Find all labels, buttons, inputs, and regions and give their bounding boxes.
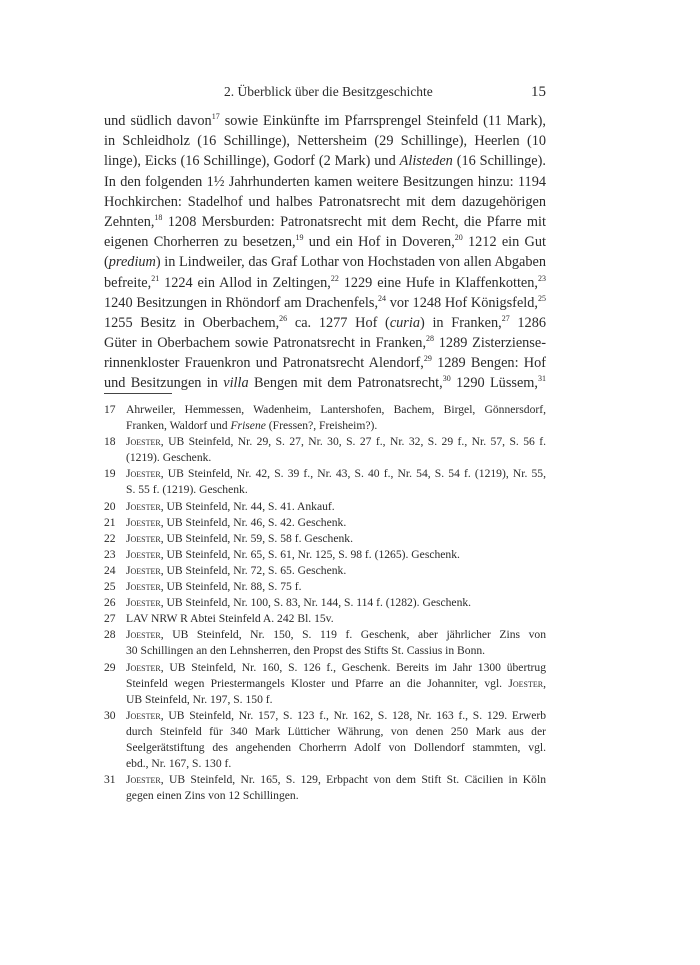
footnote-number: 17 <box>104 403 116 416</box>
footnote-18: 18 Joester, UB Steinfeld, Nr. 29, S. 27, Nr. 30, S. 27 f., Nr. 32, S. 29 f., Nr. 57, S. 56 f. (1219). Geschenk. <box>104 435 546 465</box>
footnote-24: 24 Joester, UB Steinfeld, Nr. 72, S. 65. Geschenk. <box>104 563 546 579</box>
footnote-number: 24 <box>104 563 116 577</box>
footnote-number: 31 <box>104 773 116 787</box>
text-line: In den folgenden 1½ Jahrhunderten kamen weitere Besitzungen hinzu: 1194 <box>104 173 546 190</box>
footnote-26: 26 Joester, UB Steinfeld, Nr. 100, S. 83, Nr. 144, S. 114 f. (1282). Geschenk. <box>104 595 546 611</box>
footnote-31: 31 Joester, UB Steinfeld, Nr. 165, S. 129, Erbpacht von dem Stift St. Cäcilien in Köln gegen einen Zins von 12 Schillingen. <box>104 773 546 803</box>
footnote-number: 18 <box>104 435 116 449</box>
footnote-ref[interactable]: 20 <box>454 233 463 243</box>
footnote-19: 19 Joester, UB Steinfeld, Nr. 42, S. 39 f., Nr. 43, S. 40 f., Nr. 54, S. 54 f. (1219), Nr. 55, S. 55 f. (1219). Geschenk. <box>104 467 546 497</box>
footnote-20: 20 Joester, UB Steinfeld, Nr. 44, S. 41. Ankauf. <box>104 499 546 515</box>
text-line: in Schleidholz (16 Schillinge), Nettersheim (29 Schillinge), Heerlen (10 <box>104 133 546 150</box>
footnote-ref[interactable]: 24 <box>378 293 387 303</box>
page-number: 15 <box>531 84 546 100</box>
footnote-number: 30 <box>104 708 116 722</box>
text-line: Güter in Oberbachem sowie Patronatsrecht in Franken,$^{28}$ 1289 Zisterziense- <box>104 334 546 352</box>
main-text <box>104 111 546 394</box>
running-title: 2. Überblick über die Besitzgeschichte <box>224 84 433 99</box>
footnote-ref[interactable]: 26 <box>279 313 288 323</box>
text-line: Hochkirchen: Stadelhof und halbes Patronatsrecht mit dem dazugehörigen <box>104 193 546 210</box>
footnote-ref[interactable]: 22 <box>330 273 339 283</box>
text-line: und Besitzungen in villa Bengen mit dem Patronatsrecht,$^{30}$ 1290 Lüssem,$^{31}$ <box>104 374 546 392</box>
footnote-ref[interactable]: 21 <box>151 273 160 283</box>
footnotes <box>104 402 546 804</box>
footnote-25: 25 Joester, UB Steinfeld, Nr. 88, S. 75 f. <box>104 579 546 595</box>
footnote-ref[interactable]: 31 <box>538 374 546 384</box>
footnote-27: 27 LAV NRW R Abtei Steinfeld A. 242 Bl. 15v. <box>104 611 546 627</box>
text-line: Zehnten,$^{18}$ 1208 Mersburden: Patronatsrecht mit dem Recht, die Pfarre mit <box>104 212 546 230</box>
text-line: 1255 Besitz in Oberbachem,$^{26}$ ca. 1277 Hof (curia) in Franken,$^{27}$ 1286 <box>104 313 546 331</box>
footnote-number: 22 <box>104 531 116 545</box>
footnote-ref[interactable]: 29 <box>423 354 432 364</box>
footnote-29: 29 Joester, UB Steinfeld, Nr. 160, S. 126 f., Geschenk. Bereits im Jahr 1300 übertrug Steinfeld wegen Priestermangels Kloster und Pfarre an die Johanniter, vgl. Joester, UB Steinfeld, Nr. 197, S. 150 f. <box>104 660 546 706</box>
footnote-17: 17 Ahrweiler, Hemmessen, Wadenheim, Lantershofen, Bachem, Birgel, Gönnersdorf, Franken, Waldorf und Frisene (Fressen?, Freisheim?). <box>104 403 546 433</box>
footnote-number: 26 <box>104 596 116 610</box>
running-header <box>104 84 546 104</box>
footnote-number: 29 <box>104 660 116 674</box>
text-line: linge), Eicks (16 Schillinge), Godorf (2 Mark) und Alisteden (16 Schillinge). <box>104 153 546 170</box>
footnote-number: 23 <box>104 547 116 561</box>
footnote-23: 23 Joester, UB Steinfeld, Nr. 65, S. 61, Nr. 125, S. 98 f. (1265). Geschenk. <box>104 547 546 563</box>
footnote-number: 25 <box>104 580 116 594</box>
footnote-number: 27 <box>104 612 116 626</box>
footnote-ref[interactable]: 17 <box>211 112 220 121</box>
footnote-number: 20 <box>104 499 116 513</box>
footnote-21: 21 Joester, UB Steinfeld, Nr. 46, S. 42. Geschenk. <box>104 515 546 531</box>
footnote-28: 28 Joester, UB Steinfeld, Nr. 150, S. 119 f. Geschenk, aber jährlicher Zins von 30 Schillingen an den Lehnsherren, den Propst des Stifts St. Cassius in Bonn. <box>104 628 546 658</box>
footnote-separator <box>104 393 172 394</box>
footnote-ref[interactable]: 19 <box>295 233 304 243</box>
footnote-number: 19 <box>104 467 116 481</box>
text-line: und südlich davon$^{17}$ sowie Einkünfte im Pfarrsprengel Steinfeld (11 Mark), <box>104 112 546 129</box>
footnote-22: 22 Joester, UB Steinfeld, Nr. 59, S. 58 f. Geschenk. <box>104 531 546 547</box>
footnote-30: 30 Joester, UB Steinfeld, Nr. 157, S. 123 f., Nr. 162, S. 128, Nr. 163 f., S. 129. Erwerb durch Steinfeld für 340 Mark Lütticher Währung, von denen 250 Mark aus der Seelgerätstiftung des angehenden Chorherrn Adolf von Dollendorf stammten, vgl. ebd., Nr. 167, S. 130 f. <box>104 708 546 771</box>
footnote-ref[interactable]: 28 <box>426 334 435 344</box>
footnote-ref[interactable]: 18 <box>154 212 163 222</box>
text-line: eigenen Chorherren zu besetzen,$^{19}$ und ein Hof in Doveren,$^{20}$ 1212 ein Gut <box>104 233 546 251</box>
footnote-ref[interactable]: 25 <box>538 293 546 303</box>
footnote-number: 21 <box>104 515 116 529</box>
footnote-ref[interactable]: 23 <box>538 273 546 283</box>
footnote-ref[interactable]: 27 <box>501 313 510 323</box>
footnote-number: 28 <box>104 628 116 642</box>
text-line: 1240 Besitzungen in Rhöndorf am Drachenfels,$^{24}$ vor 1248 Hof Königsfeld,$^{25}$ <box>104 293 546 311</box>
text-line: rinnenkloster Frauenkron und Patronatsrecht Alendorf,$^{29}$ 1289 Bengen: Hof <box>104 354 546 372</box>
text-line: befreite,$^{21}$ 1224 ein Allod in Zeltingen,$^{22}$ 1229 eine Hufe in Klaffenkotten,$^{23}$ <box>104 273 546 291</box>
text-line: (predium) in Lindweiler, das Graf Lothar von Hochstaden von allen Abgaben <box>104 254 546 271</box>
footnote-ref[interactable]: 30 <box>442 374 451 384</box>
